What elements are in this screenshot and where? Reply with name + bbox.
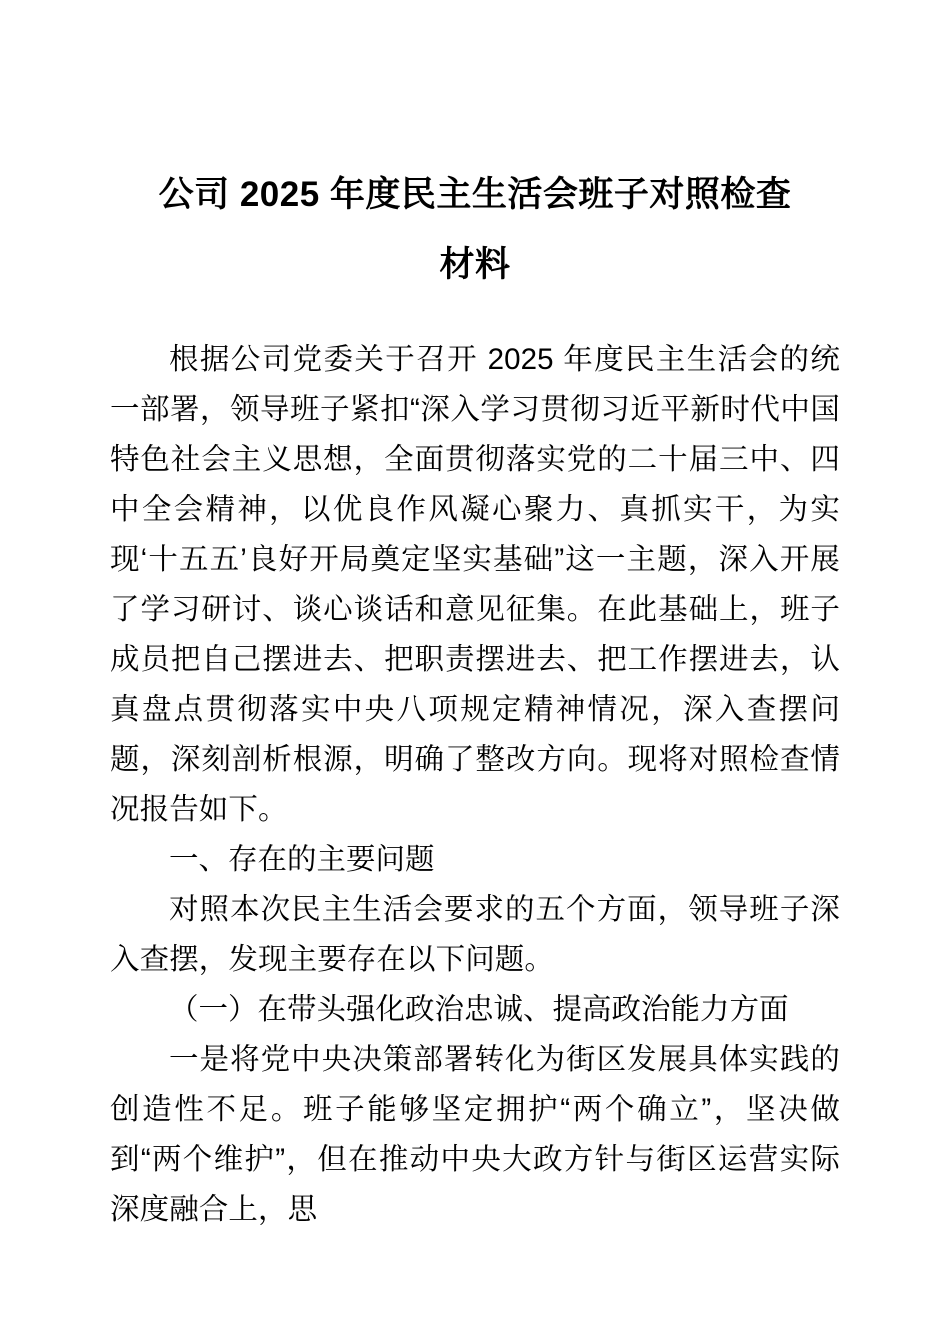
page-title-line-1: 公司 2025 年度民主生活会班子对照检查 bbox=[158, 175, 792, 214]
subsection-heading-one-1: （一）在带头强化政治忠诚、提高政治能力方面 bbox=[169, 993, 789, 1026]
document-content bbox=[110, 0, 840, 1235]
section-heading-one: 一、存在的主要问题 bbox=[169, 843, 435, 876]
intro-paragraph: 根据公司党委关于召开 2025 年度民主生活会的统一部署，领导班子紧扣“深入学习贯彻习近平新时代中国特色社会主义思想，全面贯彻落实党的二十届三中、四中全会精神，以优良作风凝心聚力、真抓实干，为实现‘十五五’良好开局奠定坚实基础”这一主题，深入开展了学习研讨、谈心谈话和意见征集。在此基础上，班子成员把自己摆进去、把职责摆进去、把工作摆进去，认真盘点贯彻落实中央八项规定精神情况，深入查摆问题，深刻剖析根源，明确了整改方向。现将对照检查情况报告如下。 bbox=[110, 343, 840, 826]
page-title bbox=[110, 0, 840, 300]
page-title-line-2: 材料 bbox=[439, 245, 511, 284]
section-one-lead-paragraph: 对照本次民主生活会要求的五个方面，领导班子深入查摆，发现主要存在以下问题。 bbox=[110, 893, 840, 976]
subsection-one-1-paragraph: 一是将党中央决策部署转化为街区发展具体实践的创造性不足。班子能够坚定拥护“两个确立”，坚决做到“两个维护”，但在推动中央大政方针与街区运营实际深度融合上，思 bbox=[110, 1043, 840, 1226]
